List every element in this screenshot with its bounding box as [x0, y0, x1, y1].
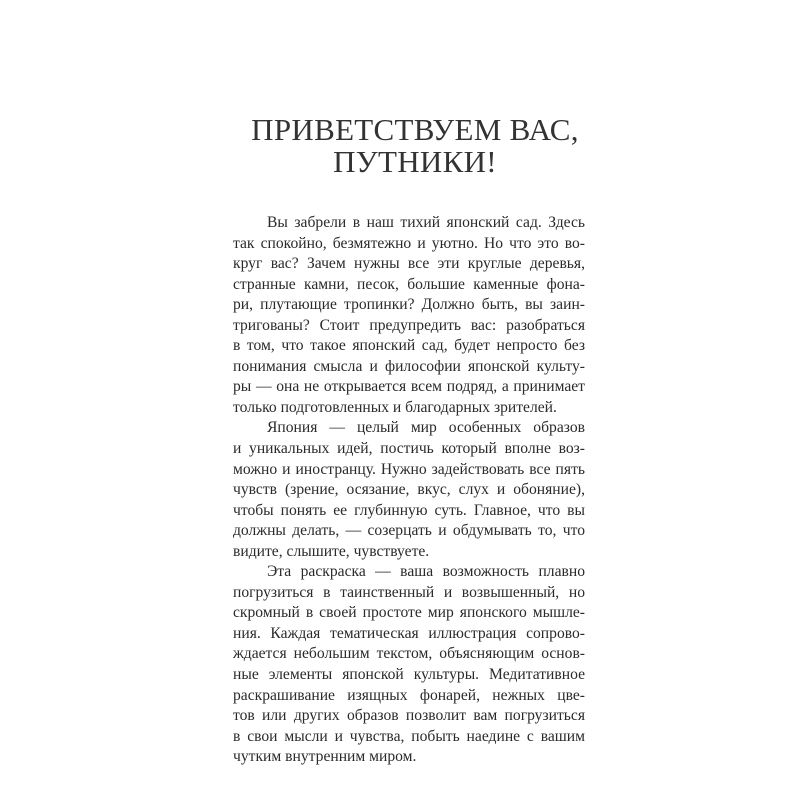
text-line: понимания смысла и философии японской культу- — [233, 357, 585, 375]
paragraph — [233, 213, 585, 418]
text-line: только подготовленных и благодарных зрителей. — [233, 398, 557, 416]
text-line: скромный в своей простоте мир японского мышле- — [233, 604, 585, 622]
text-line: Япония — целый мир особенных образов — [267, 419, 585, 437]
text-line: тов или других образов позволит вам погрузиться — [233, 707, 585, 725]
text-line: видите, слышите, чувствуете. — [233, 542, 430, 560]
text-line: чтобы понять ее глубинную суть. Главное, что вы — [233, 501, 585, 519]
body-text — [233, 213, 585, 768]
text-line: круг вас? Зачем нужны все эти круглые деревья, — [233, 255, 585, 273]
paragraph — [233, 418, 585, 562]
text-line: ри, плутающие тропинки? Должно быть, вы заин- — [233, 296, 585, 314]
text-line: тригованы? Стоит предупредить вас: разобраться — [233, 316, 585, 334]
text-line: чутким внутренним миром. — [233, 748, 417, 766]
paragraph — [233, 562, 585, 767]
text-line: раскрашивание изящных фонарей, нежных цве- — [233, 686, 585, 704]
text-line: Эта раскраска — ваша возможность плавно — [267, 563, 585, 581]
text-line: Вы забрели в наш тихий японский сад. Здесь — [267, 214, 585, 231]
text-line: странные камни, песок, большие каменные фона- — [233, 275, 585, 293]
text-line: должны делать, — созерцать и обдумывать то, что — [233, 522, 585, 540]
title-line: ПРИВЕТСТВУЕМ ВАС, — [251, 112, 579, 147]
text-line: ры — она не открывается всем подряд, а принимает — [233, 378, 585, 396]
text-line: чувств (зрение, осязание, вкус, слух и обоняние), — [233, 481, 585, 499]
text-line: так спокойно, безмятежно и уютно. Но что это во- — [233, 234, 585, 252]
text-line: ные элементы японской культуры. Медитативное — [233, 666, 585, 684]
text-line: ния. Каждая тематическая иллюстрация сопрово- — [233, 624, 585, 642]
text-line: в свои мысли и чувства, побыть наедине с вашим — [233, 727, 585, 745]
text-line: можно и иностранцу. Нужно задействовать все пять — [233, 460, 585, 478]
text-line: в том, что такое японский сад, будет непросто без — [233, 337, 585, 355]
page-title — [200, 114, 630, 178]
text-line: и уникальных идей, постичь который вполне воз- — [233, 440, 585, 458]
title-line: ПУТНИКИ! — [333, 144, 497, 179]
text-line: погрузиться в таинственный и возвышенный, но — [233, 583, 585, 601]
text-line: ждается небольшим текстом, объясняющим основ- — [233, 645, 585, 663]
